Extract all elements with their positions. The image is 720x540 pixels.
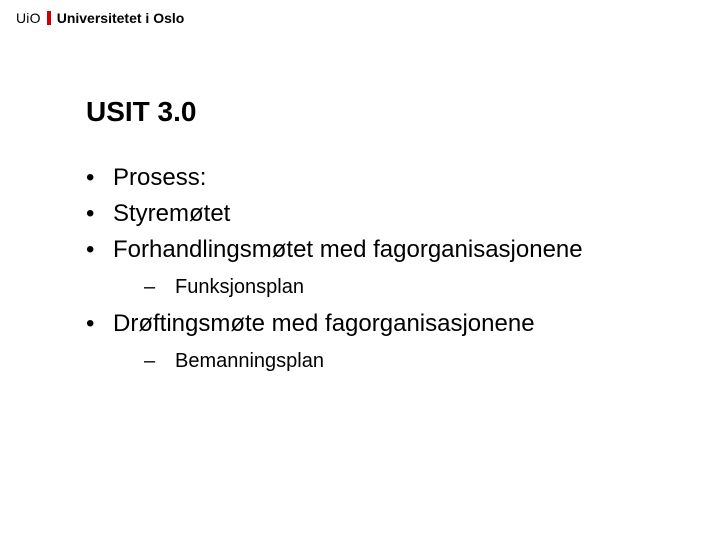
dash-icon: –	[144, 350, 156, 372]
bullet-list	[86, 160, 706, 380]
bullet-item	[86, 196, 706, 232]
logo-name: Universitetet i Oslo	[56, 10, 185, 26]
bullet-text: Drøftingsmøte med fagorganisasjonene	[113, 310, 535, 337]
sub-bullet-list	[113, 342, 706, 380]
sub-bullet-list	[113, 268, 706, 306]
bullet-item	[86, 160, 706, 196]
bullet-text: Styremøtet	[113, 200, 231, 227]
sub-bullet-text: Bemanningsplan	[175, 350, 324, 372]
bullet-icon: •	[86, 164, 95, 191]
logo-mark: UiO	[16, 10, 41, 26]
bullet-icon: •	[86, 310, 95, 337]
logo-symbol-icon	[47, 11, 51, 25]
bullet-item	[86, 232, 706, 306]
bullet-text: Forhandlingsmøtet med fagorganisasjonene	[113, 236, 583, 263]
sub-bullet-item	[144, 342, 706, 380]
bullet-icon: •	[86, 200, 95, 227]
sub-bullet-text: Funksjonsplan	[175, 276, 304, 298]
dash-icon: –	[144, 276, 156, 298]
bullet-item	[86, 306, 706, 380]
sub-bullet-item	[144, 268, 706, 306]
uio-logo	[16, 9, 184, 27]
bullet-text: Prosess:	[113, 164, 207, 191]
slide-title: USIT 3.0	[86, 96, 197, 127]
bullet-icon: •	[86, 236, 95, 263]
